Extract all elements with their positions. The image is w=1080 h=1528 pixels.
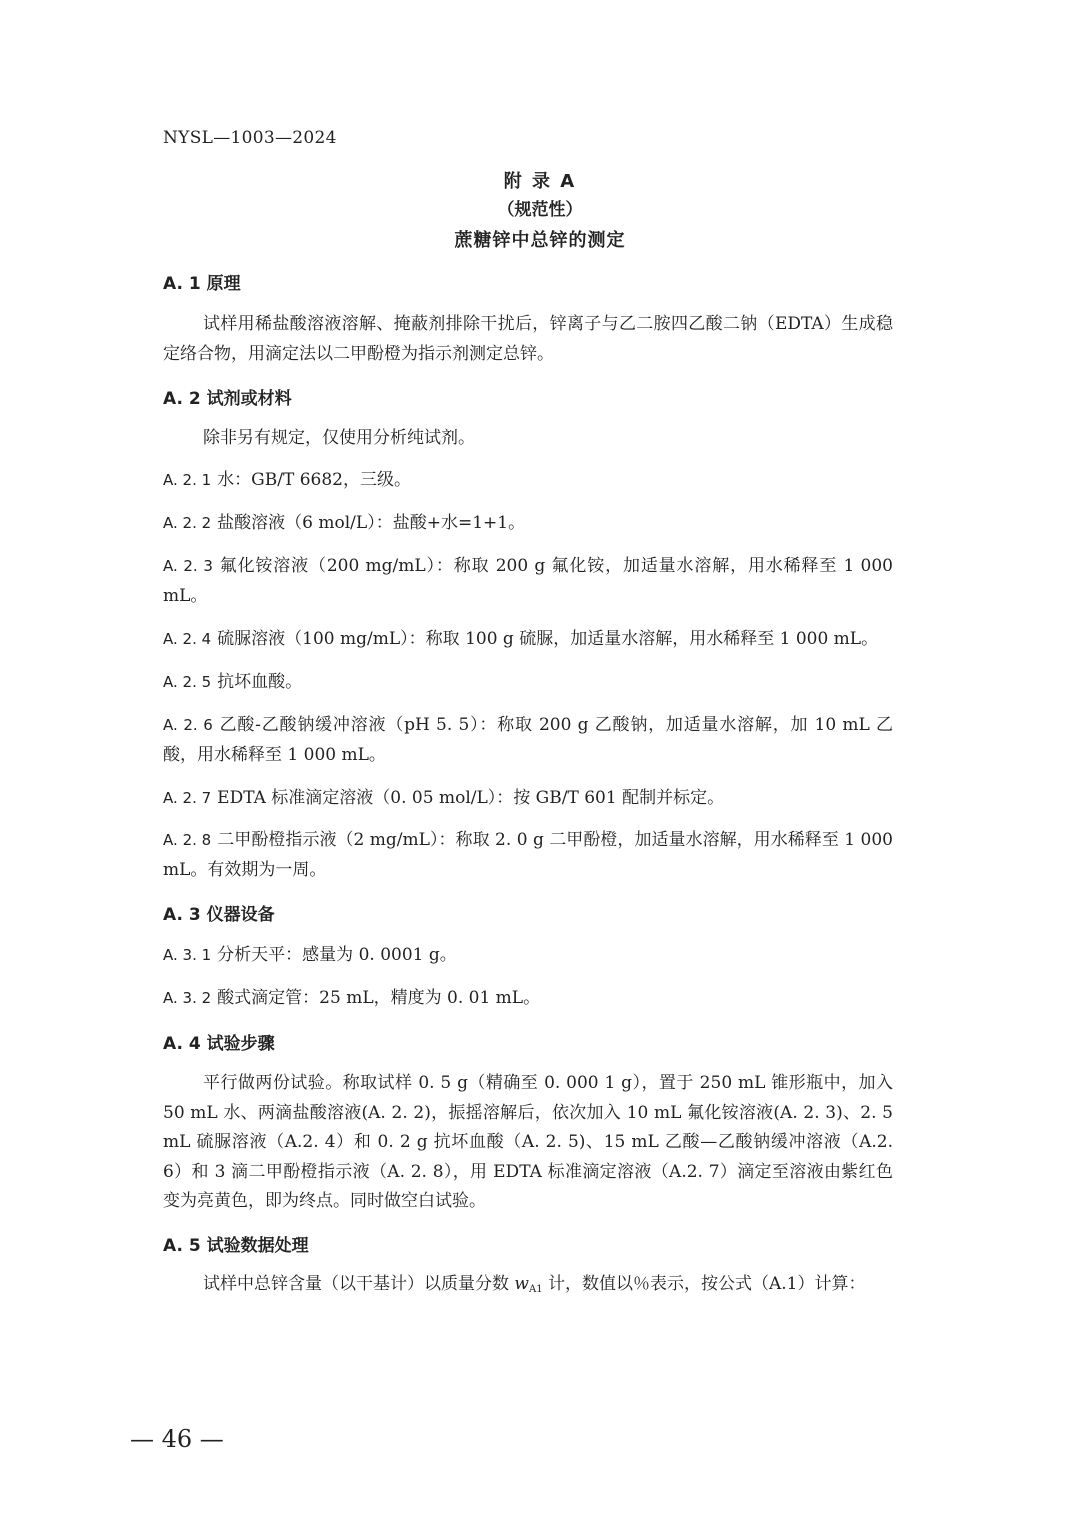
section-a4-text: 平行做两份试验。称取试样 0. 5 g（精确至 0. 000 1 g），置于 250 mL 锥形瓶中，加入 50 mL 水、两滴盐酸溶液(A. 2. 2)，振摇溶解后，依次加入 10 mL 氟化铵溶液(A. 2. 3)、2. 5 mL 硫脲溶液（A.2. 4）和 0. 2 g 抗坏血酸（A. 2. 5)、15 mL 乙酸—乙酸钠缓冲溶液（A.2. 6）和 3 滴二甲酚橙指示液（A. 2. 8），用 EDTA 标准滴定溶液（A.2. 7）滴定至溶液由紫红色变为亮黄色，即为终点。同时做空白试验。 [163, 1073, 893, 1211]
item-a2-5 [163, 668, 893, 698]
section-a2-intro: 除非另有规定，仅使用分析纯试剂。 [203, 428, 475, 448]
item-a3-1 [163, 941, 893, 971]
page-number: — 46 — [130, 1425, 224, 1453]
item-number: A. 3. 2 [163, 989, 212, 1007]
appendix-title: 附 录 A [503, 171, 577, 192]
item-text: 氟化铵溶液（200 mg/mL）：称取 200 g 氟化铵，加适量水溶解，用水稀释至 1 000 mL。 [163, 556, 893, 606]
item-text: 水：GB/T 6682，三级。 [217, 470, 411, 490]
item-text: 硫脲溶液（100 mg/mL）：称取 100 g 硫脲，加适量水溶解，用水稀释至 1 000 mL。 [217, 629, 879, 649]
section-a5-heading: A. 5 试验数据处理 [163, 1236, 309, 1256]
item-number: A. 2. 4 [163, 630, 212, 648]
section-a1-text: 试样用稀盐酸溶液溶解、掩蔽剂排除干扰后，锌离子与乙二胺四乙酸二钠（EDTA）生成稳定络合物，用滴定法以二甲酚橙为指示剂测定总锌。 [163, 314, 893, 364]
item-number: A. 2. 3 [163, 557, 213, 575]
item-text: 盐酸溶液（6 mol/L）：盐酸+水=1+1。 [217, 513, 526, 533]
item-number: A. 2. 1 [163, 471, 212, 489]
item-a2-2 [163, 509, 893, 539]
item-a2-8 [163, 826, 893, 885]
item-number: A. 2. 5 [163, 673, 212, 691]
item-number: A. 2. 2 [163, 514, 212, 532]
symbol-subscript: A1 [528, 1284, 543, 1295]
section-a2-heading: A. 2 试剂或材料 [163, 389, 292, 409]
mass-fraction-symbol: w [514, 1274, 529, 1294]
section-a3-heading: A. 3 仪器设备 [163, 905, 275, 925]
section-a5-text [163, 1270, 893, 1305]
appendix-subject: 蔗糖锌中总锌的测定 [454, 230, 626, 251]
item-a2-4 [163, 625, 893, 655]
appendix-nature: （规范性） [497, 200, 583, 220]
item-text: 抗坏血酸。 [217, 672, 303, 692]
section-a4-heading: A. 4 试验步骤 [163, 1034, 275, 1054]
text-after-symbol: 计，数值以％表示，按公式（A.1）计算： [542, 1274, 866, 1294]
item-a2-1 [163, 466, 893, 496]
item-a2-7 [163, 784, 893, 814]
item-number: A. 2. 6 [163, 716, 213, 734]
item-a2-6 [163, 711, 893, 770]
text-before-symbol: 试样中总锌含量（以干基计）以质量分数 [203, 1274, 515, 1294]
item-a2-3 [163, 552, 893, 611]
item-text: 乙酸-乙酸钠缓冲溶液（pH 5. 5）：称取 200 g 乙酸钠，加适量水溶解，加 10 mL 乙酸，用水稀释至 1 000 mL。 [163, 715, 893, 765]
item-a3-2 [163, 984, 893, 1014]
item-text: EDTA 标准滴定溶液（0. 05 mol/L）：按 GB/T 601 配制并标定。 [217, 788, 725, 808]
standard-code: NYSL—1003—2024 [163, 128, 337, 148]
item-number: A. 3. 1 [163, 946, 212, 964]
item-text: 酸式滴定管：25 mL，精度为 0. 01 mL。 [217, 988, 541, 1008]
item-number: A. 2. 8 [163, 831, 212, 849]
item-number: A. 2. 7 [163, 789, 212, 807]
item-text: 二甲酚橙指示液（2 mg/mL）：称取 2. 0 g 二甲酚橙，加适量水溶解，用水稀释至 1 000 mL。有效期为一周。 [163, 830, 893, 880]
item-text: 分析天平：感量为 0. 0001 g。 [217, 945, 457, 965]
section-a1-heading: A. 1 原理 [163, 274, 241, 294]
